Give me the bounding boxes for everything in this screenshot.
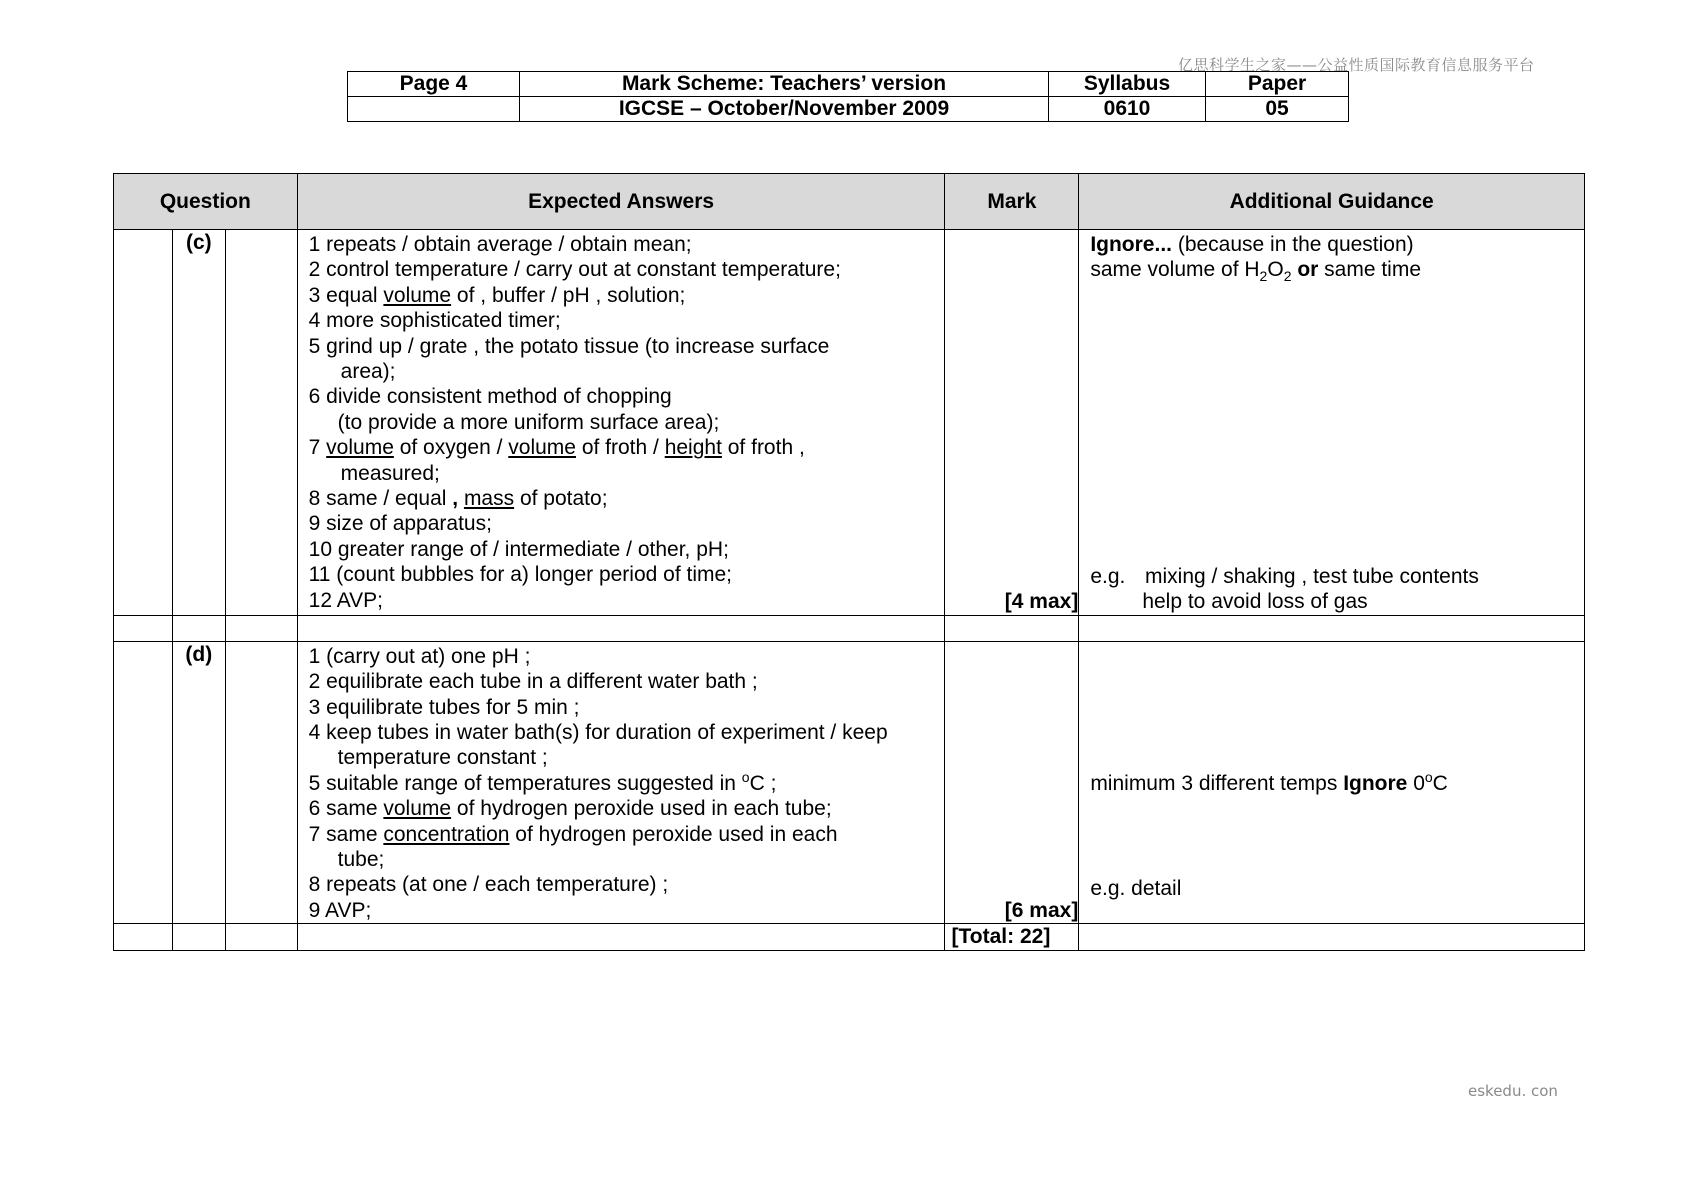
answer-line: 2 equilibrate each tube in a different water bath ; [308,670,758,694]
answer-line: 1 (carry out at) one pH ; [308,644,531,668]
page-number-blank [348,97,520,122]
document-subtitle: IGCSE – October/November 2009 [520,97,1049,122]
paper-value: 05 [1206,97,1349,122]
guidance-line: e.g. detail [1090,876,1182,900]
answer-line: 1 repeats / obtain average / obtain mean; [308,233,692,256]
syllabus-value: 0610 [1049,97,1206,122]
guidance-line: Ignore... (because in the question) [1090,233,1414,256]
guidance-d [1079,641,1585,923]
paper-label: Paper [1206,72,1349,97]
guidance-line: minimum 3 different temps Ignore 0$^o$C [1090,768,1448,795]
mark-c: [4 max] [945,230,1079,616]
question-label-c: (c) [172,230,225,616]
answer-line: 4 keep tubes in water bath(s) for duration of experiment / keep [308,721,888,745]
answer-line: 7 same concentration of hydrogen peroxide used in each [308,822,838,846]
answer-line: 2 control temperature / carry out at constant temperature; [308,258,841,282]
total-row [114,924,1585,950]
total-mark: [Total: 22] [945,924,1079,950]
page-header-table [347,71,1349,122]
answer-line: 3 equilibrate tubes for 5 min ; [308,695,580,719]
mark-d: [6 max] [945,641,1079,923]
column-header-question: Question [114,174,298,230]
answer-line: 5 suitable range of temperatures suggested in $^o$C ; [308,768,777,795]
answer-line: area); [340,360,396,384]
answer-line: 10 greater range of / intermediate / other, pH; [308,537,729,561]
answer-line: 7 volume of oxygen / volume of froth / height of froth , [308,436,805,460]
guidance-line: help to avoid loss of gas [1142,590,1368,614]
answer-line: (to provide a more uniform surface area); [337,410,720,434]
syllabus-label: Syllabus [1049,72,1206,97]
answer-line: 5 grind up / grate , the potato tissue (to increase surface [308,334,830,358]
table-row [114,230,1585,616]
column-header-answers: Expected Answers [297,174,945,230]
spacer-row [114,615,1585,641]
watermark-top: 亿思科学生之家——公益性质国际教育信息服务平台 [1178,56,1535,74]
watermark-bottom: eskedu. con [1468,1082,1558,1100]
answer-line: temperature constant ; [337,746,548,770]
answer-line: 3 equal volume of , buffer / pH , solution; [308,283,686,307]
answers-d [297,641,945,923]
answer-line: 9 AVP; [308,898,372,922]
mark-scheme-table [113,173,1585,951]
answer-line: 11 (count bubbles for a) longer period of time; [308,563,733,587]
answer-line: 4 more sophisticated timer; [308,309,561,333]
column-header-guidance: Additional Guidance [1079,174,1585,230]
table-header-row [114,174,1585,230]
answer-line: 8 same / equal , mass of potato; [308,487,608,511]
answer-line: 6 same volume of hydrogen peroxide used in each tube; [308,797,832,821]
answer-line: tube; [337,848,385,872]
column-header-mark: Mark [945,174,1079,230]
answer-line: 9 size of apparatus; [308,512,492,536]
guidance-line: e.g. mixing / shaking , test tube contents [1090,565,1479,588]
answer-line: 6 divide consistent method of chopping [308,385,672,409]
answer-line: measured; [340,461,440,485]
answer-line: 8 repeats (at one / each temperature) ; [308,873,669,897]
answer-line: 12 AVP; [308,588,383,612]
answers-c [297,230,945,616]
table-row [114,641,1585,923]
guidance-line: same volume of $H_2O_2$ or same time [1090,258,1422,285]
question-label-d: (d) [172,641,225,923]
guidance-c [1079,230,1585,616]
page-number: Page 4 [348,72,520,97]
document-title: Mark Scheme: Teachers’ version [520,72,1049,97]
